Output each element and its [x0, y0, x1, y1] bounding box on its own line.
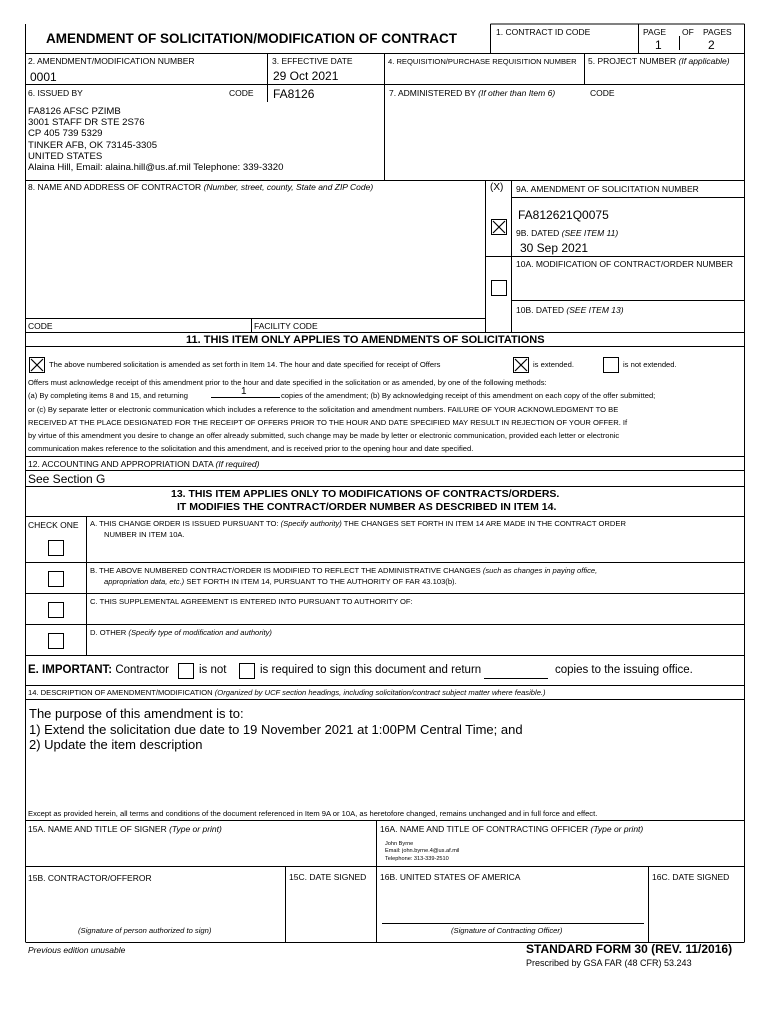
administered-by-label: 7. ADMINISTERED BY (If other than Item 6)	[389, 88, 556, 98]
effective-date-value[interactable]: 29 Oct 2021	[273, 69, 339, 83]
checkbox-13a[interactable]	[48, 540, 64, 556]
page-label: PAGE	[643, 27, 666, 37]
contractor-code-label: CODE	[28, 321, 53, 331]
except-note: Except as provided herein, all terms and conditions of the document referenced in Item 9A or 10A, as heretofore changed, remains unchanged and in full force and effect.	[28, 809, 598, 818]
is-required-label: is required to sign this document and return	[260, 664, 482, 676]
officer-16a-label: 16A. NAME AND TITLE OF CONTRACTING OFFICER (Type or print)	[380, 824, 644, 834]
copies-returned-value[interactable]: 1	[241, 386, 247, 397]
item-13a-text: A. THIS CHANGE ORDER IS ISSUED PURSUANT TO: (Specify authority) THE CHANGES SET FORTH IN ITEM 14 ARE MADE IN THE CONTRACT ORDER	[90, 519, 626, 528]
modification-10a-label: 10A. MODIFICATION OF CONTRACT/ORDER NUMBER	[516, 259, 734, 269]
contract-id-label: 1. CONTRACT ID CODE	[496, 27, 591, 37]
item-11-line1: The above numbered solicitation is amended as set forth in Item 14. The hour and date specified for receipt of Offers	[49, 360, 441, 369]
not-extended-label: is not extended.	[623, 360, 677, 369]
usa-16b-label: 16B. UNITED STATES OF AMERICA	[380, 872, 521, 882]
item-11-heading: 11. THIS ITEM ONLY APPLIES TO AMENDMENTS OF SOLICITATIONS	[186, 334, 545, 346]
item-12-label: 12. ACCOUNTING AND APPROPRIATION DATA (If required)	[28, 459, 260, 469]
item-12-value[interactable]: See Section G	[28, 472, 106, 486]
item-14-description[interactable]: The purpose of this amendment is to: 1) Extend the solicitation due date to 19 November 2021 at 1:00PM Central Time; and 2) Update the item description	[29, 706, 523, 752]
standard-form-label: STANDARD FORM 30 (REV. 11/2016)	[526, 942, 733, 956]
issuer-address: FA8126 AFSC PZIMB 3001 STAFF DR STE 2S76 CP 405 739 5329 TINKER AFB, OK 73145-3305 UNITED STATES Alaina Hill, Email: alaina.hill@us.af.mil Telephone: 339-3320	[28, 106, 284, 174]
item-11-line4: or (c) By separate letter or electronic communication which includes a reference to the solicitation and amendment numbers. FAILURE OF YOUR ACKNOWLEDGMENT TO BE	[28, 405, 619, 414]
extended-label: is extended.	[533, 360, 574, 369]
checkbox-13c[interactable]	[48, 602, 64, 618]
check-x-icon	[30, 358, 44, 372]
issued-code-label: CODE	[229, 88, 254, 98]
signature-officer-caption: (Signature of Contracting Officer)	[451, 926, 563, 935]
amend-number-value[interactable]: 0001	[30, 70, 57, 84]
checkbox-not-extended[interactable]	[603, 357, 619, 373]
officer-info: John Byrne Email: john.byrne.4@us.af.mil Telephone: 313-339-2510	[385, 841, 460, 862]
administered-code-label: CODE	[590, 88, 615, 98]
date-15c-label: 15C. DATE SIGNED	[289, 872, 367, 882]
is-not-label: is not	[199, 664, 227, 676]
item-14-label: 14. DESCRIPTION OF AMENDMENT/MODIFICATION (Organized by UCF section headings, including solicitation/contract subject matter where feasible.)	[28, 688, 546, 697]
facility-code-label: FACILITY CODE	[254, 321, 318, 331]
of-label: OF	[682, 27, 694, 37]
amendment-9a-label: 9A. AMENDMENT OF SOLICITATION NUMBER	[516, 184, 699, 194]
checkbox-13b[interactable]	[48, 571, 64, 587]
dated-9b-label: 9B. DATED (SEE ITEM 11)	[516, 228, 619, 238]
checkbox-is-required[interactable]	[239, 663, 255, 679]
date-16c-label: 16C. DATE SIGNED	[652, 872, 730, 882]
item-13-heading-1: 13. THIS ITEM APPLIES ONLY TO MODIFICATIONS OF CONTRACTS/ORDERS.	[171, 488, 560, 500]
checkbox-is-not[interactable]	[178, 663, 194, 679]
checkbox-extended[interactable]	[513, 357, 529, 373]
effective-date-label: 3. EFFECTIVE DATE	[272, 56, 353, 66]
check-one-label: CHECK ONE	[28, 520, 79, 530]
dated-10b-label: 10B. DATED (SEE ITEM 13)	[516, 305, 624, 315]
item-13c-text: C. THIS SUPPLEMENTAL AGREEMENT IS ENTERED INTO PURSUANT TO AUTHORITY OF:	[90, 597, 413, 606]
check-x-icon	[514, 358, 528, 372]
pages-value[interactable]: 2	[708, 38, 715, 52]
page-value[interactable]: 1	[655, 38, 662, 52]
amend-number-label: 2. AMENDMENT/MODIFICATION NUMBER	[28, 56, 195, 66]
item-11-line7: communication makes reference to the solicitation and this amendment, and is received prior to the opening hour and date specified.	[28, 444, 474, 453]
checkbox-13d[interactable]	[48, 633, 64, 649]
item-13b-text: B. THE ABOVE NUMBERED CONTRACT/ORDER IS MODIFIED TO REFLECT THE ADMINISTRATIVE CHANGES (such as changes in paying office,	[90, 566, 598, 575]
item-13b-text-2: appropriation data, etc.) SET FORTH IN ITEM 14, PURSUANT TO THE AUTHORITY OF FAR 43.103(b).	[104, 577, 457, 586]
previous-edition-note: Previous edition unusable	[28, 945, 126, 955]
item-11-line5: RECEIVED AT THE PLACE DESIGNATED FOR THE RECEIPT OF OFFERS PRIOR TO THE HOUR AND DATE SPECIFIED MAY RESULT IN REJECTION OF YOUR OFFER. If	[28, 418, 628, 427]
item-13d-text: D. OTHER (Specify type of modification and authority)	[90, 628, 272, 637]
item-11-line6: by virtue of this amendment you desire to change an offer already submitted, such change may be made by letter or electronic communication, provided each letter or electronic	[28, 431, 620, 440]
item-11-line2: Offers must acknowledge receipt of this amendment prior to the hour and date specified in the solicitation or as amended, by one of the following methods:	[28, 378, 547, 387]
pages-label: PAGES	[703, 27, 732, 37]
amendment-9a-value[interactable]: FA812621Q0075	[518, 208, 609, 222]
contractor-label: 8. NAME AND ADDRESS OF CONTRACTOR (Number, street, county, State and ZIP Code)	[28, 182, 374, 192]
form-title: AMENDMENT OF SOLICITATION/MODIFICATION OF CONTRACT	[46, 31, 457, 46]
checkbox-10a[interactable]	[491, 280, 507, 296]
prescribed-label: Prescribed by GSA FAR (48 CFR) 53.243	[526, 958, 692, 968]
issued-code-value[interactable]: FA8126	[273, 87, 315, 101]
item-13-heading-2: IT MODIFIES THE CONTRACT/ORDER NUMBER AS DESCRIBED IN ITEM 14.	[177, 501, 557, 513]
checkbox-9a-checked[interactable]	[491, 219, 507, 235]
important-row: E. IMPORTANT: Contractor	[28, 664, 170, 676]
requisition-label: 4. REQUISITION/PURCHASE REQUISITION NUMBER	[388, 57, 577, 66]
item-11-line3b: copies of the amendment; (b) By acknowledging receipt of this amendment on each copy of the offer submitted;	[281, 391, 656, 400]
item-13a-text-2: NUMBER IN ITEM 10A.	[104, 530, 185, 539]
copies-label: copies to the issuing office.	[555, 664, 693, 676]
item-11-line3a: (a) By completing items 8 and 15, and returning	[28, 391, 188, 400]
signature-person-caption: (Signature of person authorized to sign)	[78, 926, 212, 935]
project-number-label: 5. PROJECT NUMBER (If applicable)	[588, 56, 730, 66]
issued-by-label: 6. ISSUED BY	[28, 88, 83, 98]
checkbox-11-amended[interactable]	[29, 357, 45, 373]
check-x-icon	[492, 220, 506, 234]
dated-9b-value[interactable]: 30 Sep 2021	[520, 241, 589, 255]
x-column-label: (X)	[490, 182, 504, 193]
contractor-15b-label: 15B. CONTRACTOR/OFFEROR	[28, 873, 152, 883]
signer-15a-label: 15A. NAME AND TITLE OF SIGNER (Type or print)	[28, 824, 222, 834]
